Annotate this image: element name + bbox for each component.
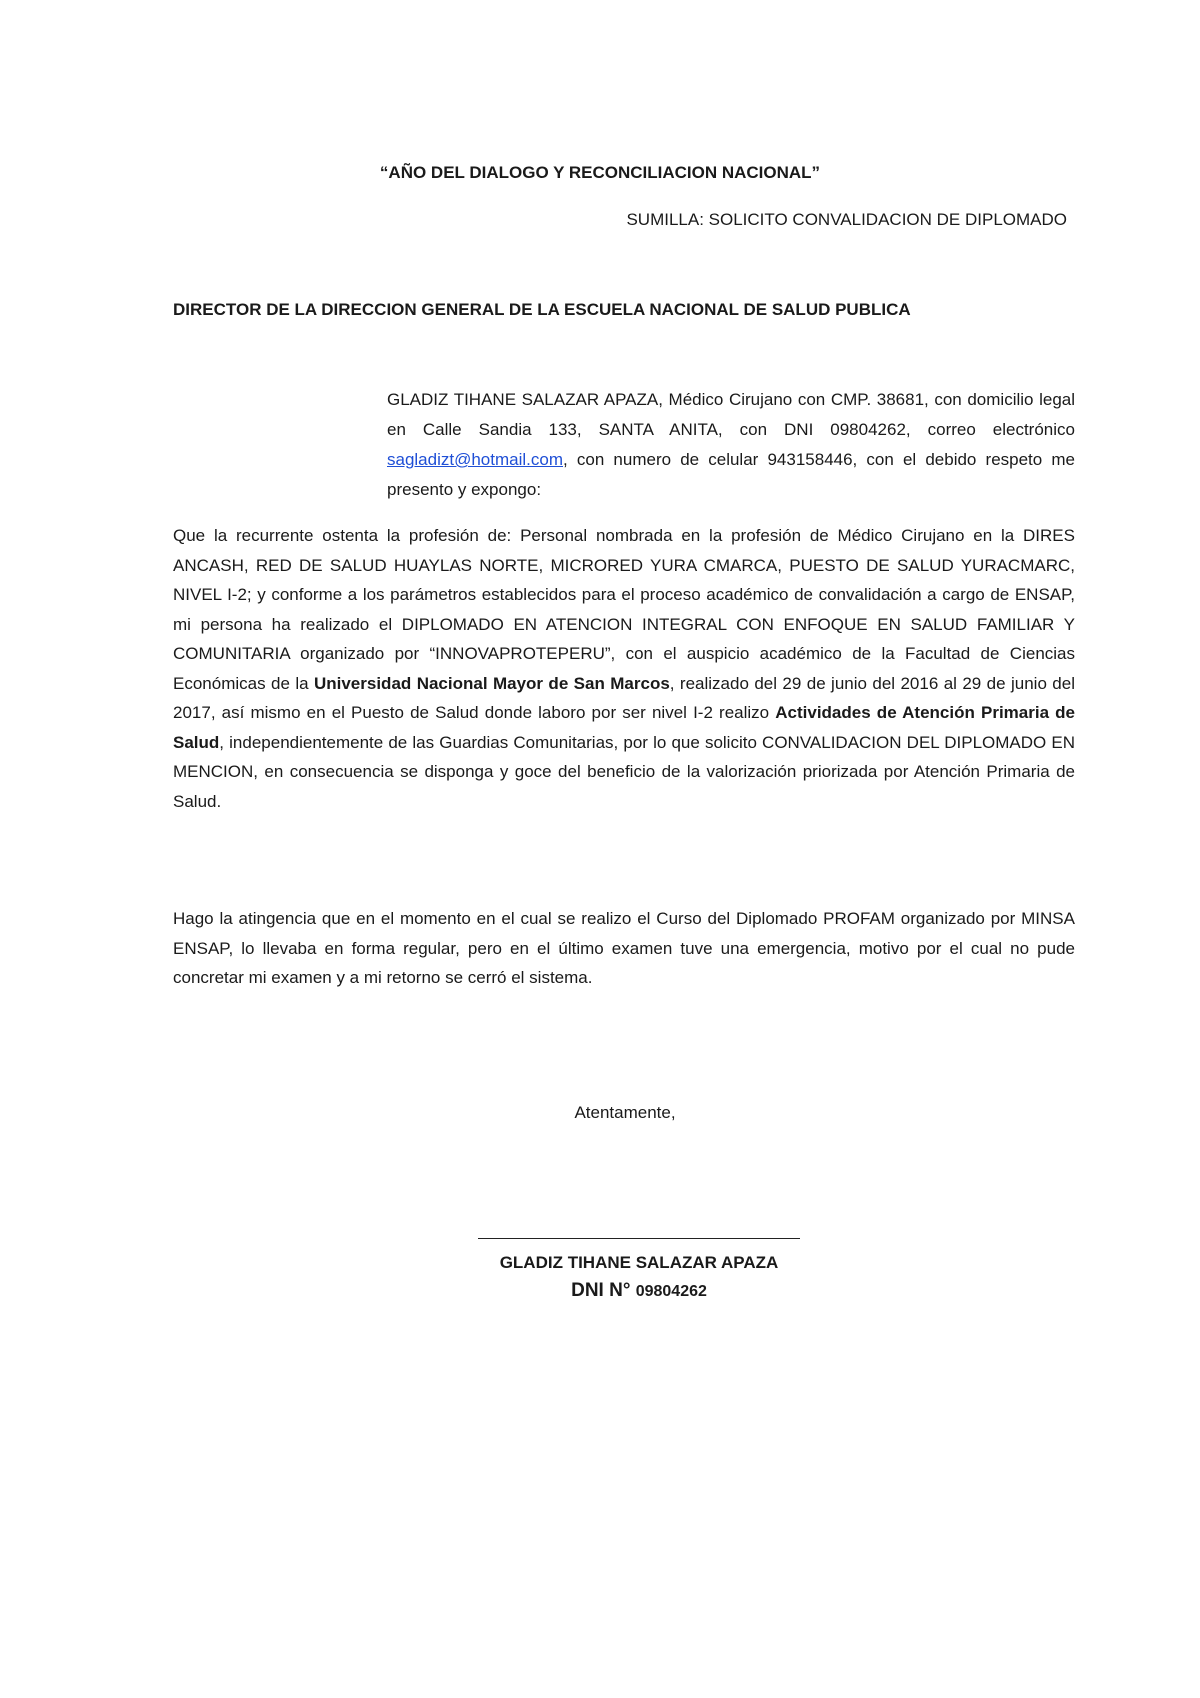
email-link[interactable]: sagladizt@hotmail.com	[387, 450, 563, 469]
intro-paragraph	[387, 385, 1075, 505]
body-paragraph-request	[173, 521, 1075, 816]
signature-line	[478, 1238, 800, 1239]
signer-name: GLADIZ TIHANE SALAZAR APAZA	[499, 1253, 779, 1272]
dni-number: 09804262	[635, 1283, 707, 1300]
intro-text-start: GLADIZ TIHANE SALAZAR APAZA, Médico Cirujano con CMP. 38681, con domicilio legal en Calle Sandia 133, SANTA ANITA, con DNI 09804262, correo electrónico	[387, 390, 1075, 439]
year-motto: “AÑO DEL DIALOGO Y RECONCILIACION NACIONAL”	[379, 163, 821, 182]
para1-bold-university: Universidad Nacional Mayor de San Marcos	[313, 673, 670, 693]
addressee-heading: DIRECTOR DE LA DIRECCION GENERAL DE LA ESCUELA NACIONAL DE SALUD PUBLICA	[173, 300, 911, 319]
para1-bold-activities: Actividades de Atención Primaria de Salud	[173, 703, 1075, 752]
para1-text-2: , realizado del 29 de junio del 2016 al 29 de junio del 2017, así mismo en el Puesto de Salud donde laboro por ser nivel I-2 realizo	[173, 673, 1075, 722]
dni-label: DNI N°	[571, 1280, 631, 1301]
signer-dni	[478, 1280, 800, 1302]
para1-text-3: , independientemente de las Guardias Comunitarias, por lo que solicito CONVALIDACION DEL DIPLOMADO EN MENCION, en consecuencia se disponga y goce del beneficio de la valorización priorizada por Atención Primaria de Salud.	[173, 732, 1075, 811]
sumilla: SUMILLA: SOLICITO CONVALIDACION DE DIPLOMADO	[626, 210, 1067, 229]
closing-salutation: Atentamente,	[574, 1103, 676, 1122]
body-paragraph-note: Hago la atingencia que en el momento en el cual se realizo el Curso del Diplomado PROFAM organizado por MINSA ENSAP, lo llevaba en forma regular, pero en el último examen tuve una emergencia, motivo por el cual no pude concretar mi examen y a mi retorno se cerró el sistema.	[173, 909, 1075, 987]
para1-text-1: Que la recurrente ostenta la profesión de: Personal nombrada en la profesión de Médico Cirujano en la DIRES ANCASH, RED DE SALUD HUAYLAS NORTE, MICRORED YURA CMARCA, PUESTO DE SALUD YURACMARC, NIVEL I-2; y conforme a los parámetros establecidos para el proceso académico de convalidación a cargo de ENSAP, mi persona ha realizado el DIPLOMADO EN ATENCION INTEGRAL CON ENFOQUE EN SALUD FAMILIAR Y COMUNITARIA organizado por “INNOVAPROTEPERU”, con el auspicio académico de la Facultad de Ciencias Económicas de la	[173, 526, 1075, 693]
intro-text-end: , con numero de celular 943158446, con el debido respeto me presento y expongo:	[387, 450, 1075, 499]
